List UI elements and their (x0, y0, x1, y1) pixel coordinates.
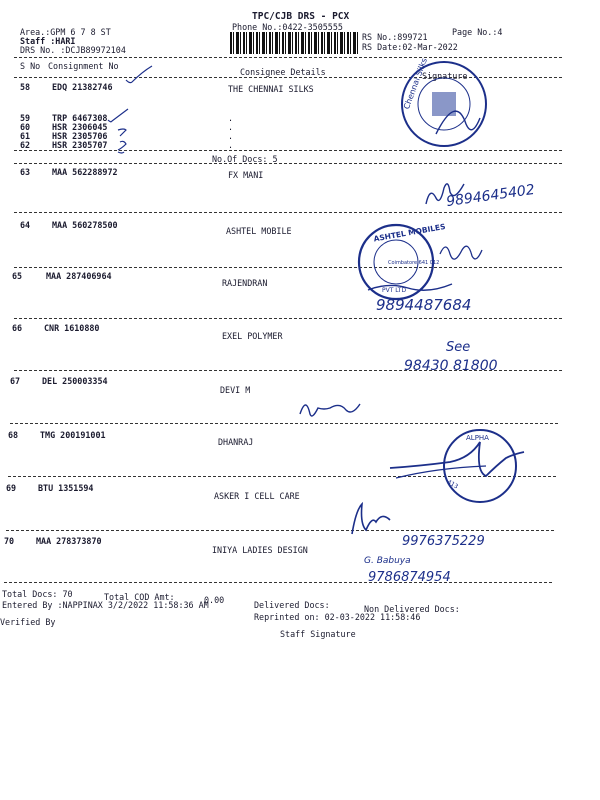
stamp-text: PVT LTD (382, 287, 407, 294)
row-consignee: FX MANI (228, 170, 264, 180)
rs-number: RS No.:899721 (362, 32, 428, 42)
rs-date: RS Date:02-Mar-2022 (362, 42, 458, 52)
row-consignment: MAA 278373870 (36, 536, 102, 546)
handwritten-phone: 98430 81800 (404, 358, 498, 374)
row-consignee: INIYA LADIES DESIGN (212, 545, 308, 555)
row-consignment: HSR 2305707 (52, 140, 108, 150)
row-consignment: HSR 2306045 (52, 122, 108, 132)
row-sno: 63 (20, 167, 31, 177)
row-consignment: EDQ 21382746 (52, 82, 113, 92)
row-sno: 65 (12, 271, 23, 281)
row-consignee: . (228, 113, 234, 123)
stamp-text: ALPHA (466, 434, 489, 442)
row-consignee: ASKER I CELL CARE (214, 491, 300, 501)
stamp-text: ASHTEL MOBILES (372, 221, 447, 244)
row-sno: 61 (20, 131, 31, 141)
phone-number: Phone No.:0422-3505555 (232, 22, 343, 32)
row-consignee: RAJENDRAN (222, 278, 268, 288)
signature-67 (296, 394, 376, 424)
entered-by: Entered By :NAPPINAX 3/2/2022 11:58:36 AM (2, 600, 209, 610)
verified-by: Verified By (0, 617, 56, 627)
company-stamp (396, 56, 492, 152)
col-consignment: Consignment No (48, 61, 119, 71)
total-cod: Total COD Amt: (104, 592, 175, 602)
total-docs: Total Docs: 70 (2, 589, 73, 599)
stamp-text: 413 (445, 478, 460, 491)
handwritten-phone: 9894487684 (376, 296, 472, 314)
row-consignee: . (228, 140, 234, 150)
row-consignee: . (228, 122, 234, 132)
row-consignee: . (228, 131, 234, 141)
row-sno: 66 (12, 323, 23, 333)
row-sno: 59 (20, 113, 31, 123)
area-label: Area.:GPM 6 7 8 ST (20, 27, 111, 37)
row-sno: 68 (8, 430, 19, 440)
handwritten-phone: 9894645402 (445, 181, 536, 211)
row-consignment: MAA 287406964 (46, 271, 112, 281)
row-consignee: ASHTEL MOBILE (226, 226, 292, 236)
row-sno: 70 (4, 536, 15, 546)
row-sno: 60 (20, 122, 31, 132)
row-consignment: MAA 562288972 (52, 167, 118, 177)
row-consignment: TRP 6467308 (52, 113, 108, 123)
divider (14, 163, 562, 164)
drs-number: DRS No. :DCJB89972104 (20, 45, 126, 55)
row-consignment: TMG 200191001 (40, 430, 106, 440)
row-sno: 62 (20, 140, 31, 150)
handwritten-name: G. Babuya (364, 556, 411, 566)
signature-64 (436, 234, 486, 274)
non-delivered-docs: Non Delivered Docs: (364, 604, 460, 614)
staff-label: Staff :HARI (20, 36, 76, 46)
page-number: Page No.:4 (452, 27, 503, 37)
no-of-docs: No.Of Docs: 5 (212, 154, 278, 164)
row-consignment: CNR 1610880 (44, 323, 100, 333)
row-consignment: MAA 560278500 (52, 220, 118, 230)
reprinted-on: Reprinted on: 02-03-2022 11:58:46 (254, 612, 421, 622)
row-consignee: EXEL POLYMER (222, 331, 283, 341)
row-consignee: THE CHENNAI SILKS (228, 84, 314, 94)
delivered-docs: Delivered Docs: (254, 600, 330, 610)
divider (6, 530, 554, 531)
signature-69 (346, 500, 406, 540)
row-sno: 69 (6, 483, 17, 493)
row-sno: 67 (10, 376, 21, 386)
barcode (230, 32, 360, 54)
row-consignment: DEL 250003354 (42, 376, 108, 386)
handwritten-note: See (446, 340, 471, 355)
col-consignee: Consignee Details (240, 67, 326, 77)
col-signature: Signature (422, 71, 468, 81)
tick-marks (104, 64, 154, 154)
divider (14, 318, 562, 319)
row-consignee: DHANRAJ (218, 437, 254, 447)
row-sno: 58 (20, 82, 31, 92)
row-sno: 64 (20, 220, 31, 230)
handwritten-phone: 9976375229 (402, 534, 485, 549)
staff-signature: Staff Signature (280, 629, 356, 639)
divider (4, 582, 552, 583)
handwritten-phone: 9786874954 (368, 570, 451, 585)
row-consignment: HSR 2305706 (52, 131, 108, 141)
signature-68 (386, 438, 526, 488)
col-sno: S No (20, 61, 41, 71)
row-consignment: BTU 1351594 (38, 483, 94, 493)
cod-value: 0.00 (204, 595, 225, 605)
stamp-text: Chennai Silks (402, 56, 429, 111)
row-consignee: DEVI M (220, 385, 251, 395)
stamp-text: Coimbatore 641 012 (388, 260, 440, 266)
document-title: TPC/CJB DRS - PCX (252, 11, 350, 22)
